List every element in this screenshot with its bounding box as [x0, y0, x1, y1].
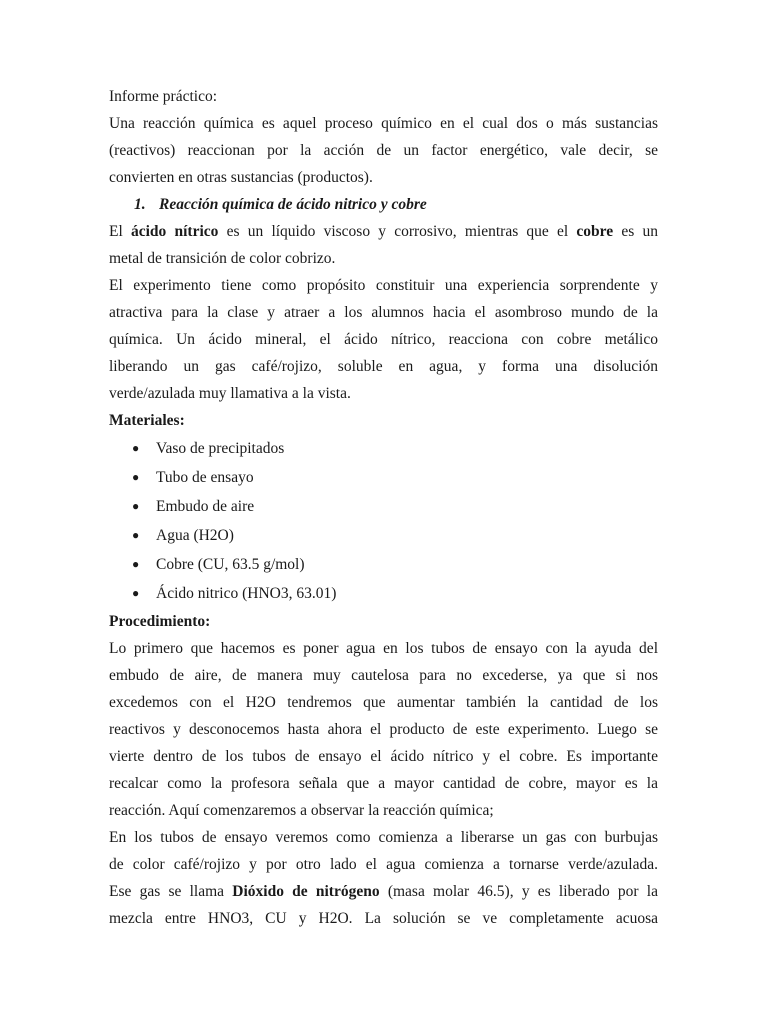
bullet-icon: ●	[132, 528, 140, 542]
list-item-text: Vaso de precipitados	[156, 440, 285, 457]
para2-line-5: verde/azulada muy llamativa a la vista.	[109, 385, 351, 402]
procedure-line-1: Lo primero que hacemos es poner agua en los tubos de ensayo con la ayuda del	[109, 640, 658, 657]
text-run: (masa molar 46.5), y es liberado por la	[379, 883, 658, 900]
list-item-text: Agua (H2O)	[156, 527, 234, 544]
list-item-text: Cobre (CU, 63.5 g/mol)	[156, 556, 305, 573]
bold-term-cobre: cobre	[576, 223, 614, 240]
report-title: Informe práctico:	[109, 88, 218, 105]
text-run: es un	[613, 223, 658, 240]
bullet-icon: ●	[132, 557, 140, 571]
procedure-line-3: excedemos con el H2O tendremos que aumentar también la cantidad de los	[109, 694, 658, 711]
procedure-line-7: reacción. Aquí comenzaremos a observar la reacción química;	[109, 802, 494, 819]
para1-line-2: metal de transición de color cobrizo.	[109, 250, 336, 267]
para2-line-2: atractiva para la clase y atraer a los alumnos hacia el asombroso mundo de la	[109, 304, 658, 321]
text-run: es un líquido viscoso y corrosivo, mientras que el	[218, 223, 577, 240]
para3-line-3	[109, 878, 658, 905]
list-item	[109, 434, 658, 463]
bold-term-acido-nitrico: ácido nítrico	[130, 223, 219, 240]
procedure-line-2: embudo de aire, de manera muy cautelosa para no excederse, ya que si nos	[109, 667, 658, 684]
procedure-line-4: reactivos y desconocemos hasta ahora el producto de este experimento. Luego se	[109, 721, 658, 738]
section-title: Reacción química de ácido nitrico y cobre	[159, 196, 427, 213]
bold-term-dioxido: Dióxido de nitrógeno	[232, 883, 380, 900]
document-page	[109, 83, 658, 932]
procedure-line-6: recalcar como la profesora señala que a mayor cantidad de cobre, mayor es la	[109, 775, 658, 792]
list-item	[109, 492, 658, 521]
para3-line-1: En los tubos de ensayo veremos como comienza a liberarse un gas con burbujas	[109, 829, 658, 846]
intro-line-2: (reactivos) reaccionan por la acción de un factor energético, vale decir, se	[109, 142, 658, 159]
list-item-text: Tubo de ensayo	[156, 469, 254, 486]
para2-line-1: El experimento tiene como propósito constituir una experiencia sorprendente y	[109, 277, 658, 294]
text-run: Ese gas se llama	[109, 883, 233, 900]
para2-line-4: liberando un gas café/rojizo, soluble en agua, y forma una disolución	[109, 358, 658, 375]
list-item	[109, 463, 658, 492]
materials-list	[109, 434, 658, 608]
para2-line-3: química. Un ácido mineral, el ácido nítrico, reacciona con cobre metálico	[109, 331, 658, 348]
procedure-heading: Procedimiento:	[109, 613, 211, 630]
section-heading	[109, 191, 658, 218]
para3-line-4: mezcla entre HNO3, CU y H2O. La solución se ve completamente acuosa	[109, 910, 658, 927]
bullet-icon: ●	[132, 586, 140, 600]
list-item-text: Embudo de aire	[156, 498, 255, 515]
list-item	[109, 521, 658, 550]
list-item	[109, 550, 658, 579]
bullet-icon: ●	[132, 499, 140, 513]
intro-line-1: Una reacción química es aquel proceso químico en el cual dos o más sustancias	[109, 115, 658, 132]
para3-line-2: de color café/rojizo y por otro lado el agua comienza a tornarse verde/azulada.	[109, 856, 658, 873]
bullet-icon: ●	[132, 441, 140, 455]
para1-line-1	[109, 218, 658, 245]
materials-heading: Materiales:	[109, 412, 185, 429]
bullet-icon: ●	[132, 470, 140, 484]
procedure-line-5: vierte dentro de los tubos de ensayo el ácido nítrico y el cobre. Es importante	[109, 748, 658, 765]
intro-line-3: convierten en otras sustancias (productos).	[109, 169, 373, 186]
text-run: El	[109, 223, 131, 240]
section-number: 1.	[134, 196, 146, 213]
list-item	[109, 579, 658, 608]
list-item-text: Ácido nitrico (HNO3, 63.01)	[156, 585, 337, 602]
